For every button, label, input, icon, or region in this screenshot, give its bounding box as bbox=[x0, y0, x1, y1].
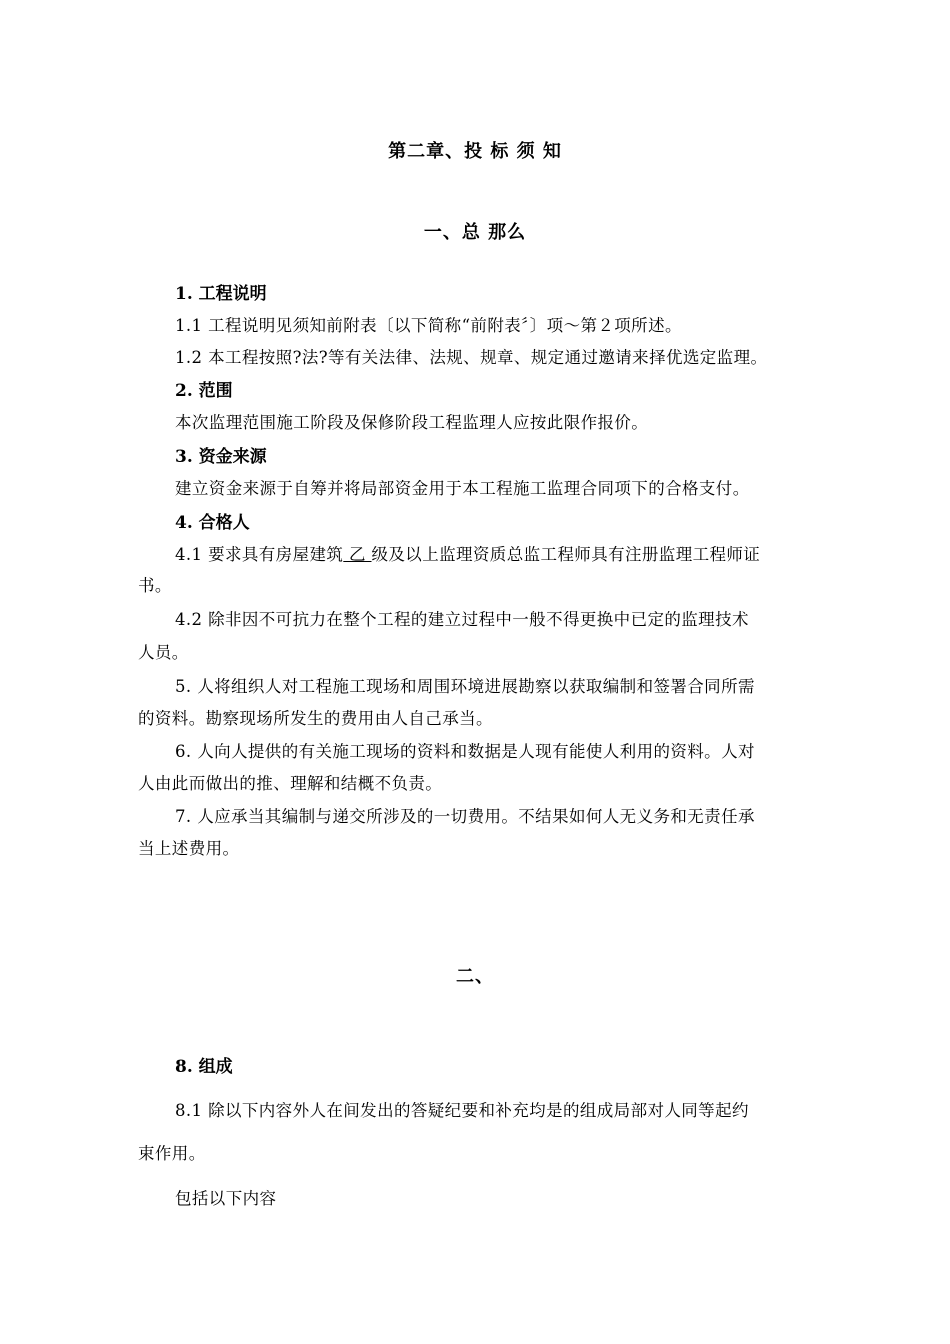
paragraph-1-2: 1.2 本工程按照?法?等有关法律、法规、规章、规定通过邀请来择优选定监理。 bbox=[175, 348, 768, 367]
heading-composition: 8. 组成 bbox=[175, 1057, 233, 1077]
qualification-grade: 乙 bbox=[343, 545, 372, 564]
section-two-title: 二、 bbox=[456, 966, 494, 987]
paragraph-4-2-continuation: 人员。 bbox=[138, 643, 189, 662]
paragraph-1-1: 1.1 工程说明见须知前附表〔以下简称“前附表〞〕项～第２项所述。 bbox=[175, 316, 682, 335]
paragraph-4-1-text: 4.1 要求具有房屋建筑 bbox=[175, 545, 344, 564]
paragraph-6: 6. 人向人提供的有关施工现场的资料和数据是人现有能使人利用的资料。人对 bbox=[175, 742, 755, 761]
section-one-title: 一、总 那么 bbox=[423, 222, 527, 243]
paragraph-4-1-text-after: 级及以上监理资质总监工程师具有注册监理工程师证 bbox=[371, 545, 761, 564]
heading-funding-source: 3. 资金来源 bbox=[175, 447, 267, 467]
chapter-title: 第二章、投 标 须 知 bbox=[388, 141, 562, 162]
paragraph-4-1 bbox=[175, 541, 760, 565]
paragraph-4-2: 4.2 除非因不可抗力在整个工程的建立过程中一般不得更换中已定的监理技术 bbox=[175, 610, 749, 629]
paragraph-4-1-continuation: 书。 bbox=[138, 576, 172, 595]
paragraph-7-continuation: 当上述费用。 bbox=[138, 839, 240, 858]
heading-scope: 2. 范围 bbox=[175, 381, 233, 401]
paragraph-7: 7. 人应承当其编制与递交所涉及的一切费用。不结果如何人无义务和无责任承 bbox=[175, 807, 755, 826]
heading-project-description: 1. 工程说明 bbox=[175, 284, 267, 304]
paragraph-funding-source: 建立资金来源于自筹并将局部资金用于本工程施工监理合同项下的合格支付。 bbox=[175, 479, 750, 498]
paragraph-5: 5. 人将组织人对工程施工现场和周围环境进展勘察以获取编制和签署合同所需 bbox=[175, 677, 755, 696]
paragraph-6-continuation: 人由此而做出的推、理解和结概不负责。 bbox=[138, 774, 443, 793]
paragraph-scope: 本次监理范围施工阶段及保修阶段工程监理人应按此限作报价。 bbox=[175, 413, 649, 432]
paragraph-5-continuation: 的资料。勘察现场所发生的费用由人自己承当。 bbox=[138, 709, 493, 728]
paragraph-8-1-continuation: 束作用。 bbox=[138, 1144, 206, 1163]
paragraph-list-intro: 包括以下内容 bbox=[175, 1189, 277, 1208]
heading-qualified-bidder: 4. 合格人 bbox=[175, 513, 250, 533]
paragraph-8-1: 8.1 除以下内容外人在间发出的答疑纪要和补充均是的组成局部对人同等起约 bbox=[175, 1101, 749, 1120]
